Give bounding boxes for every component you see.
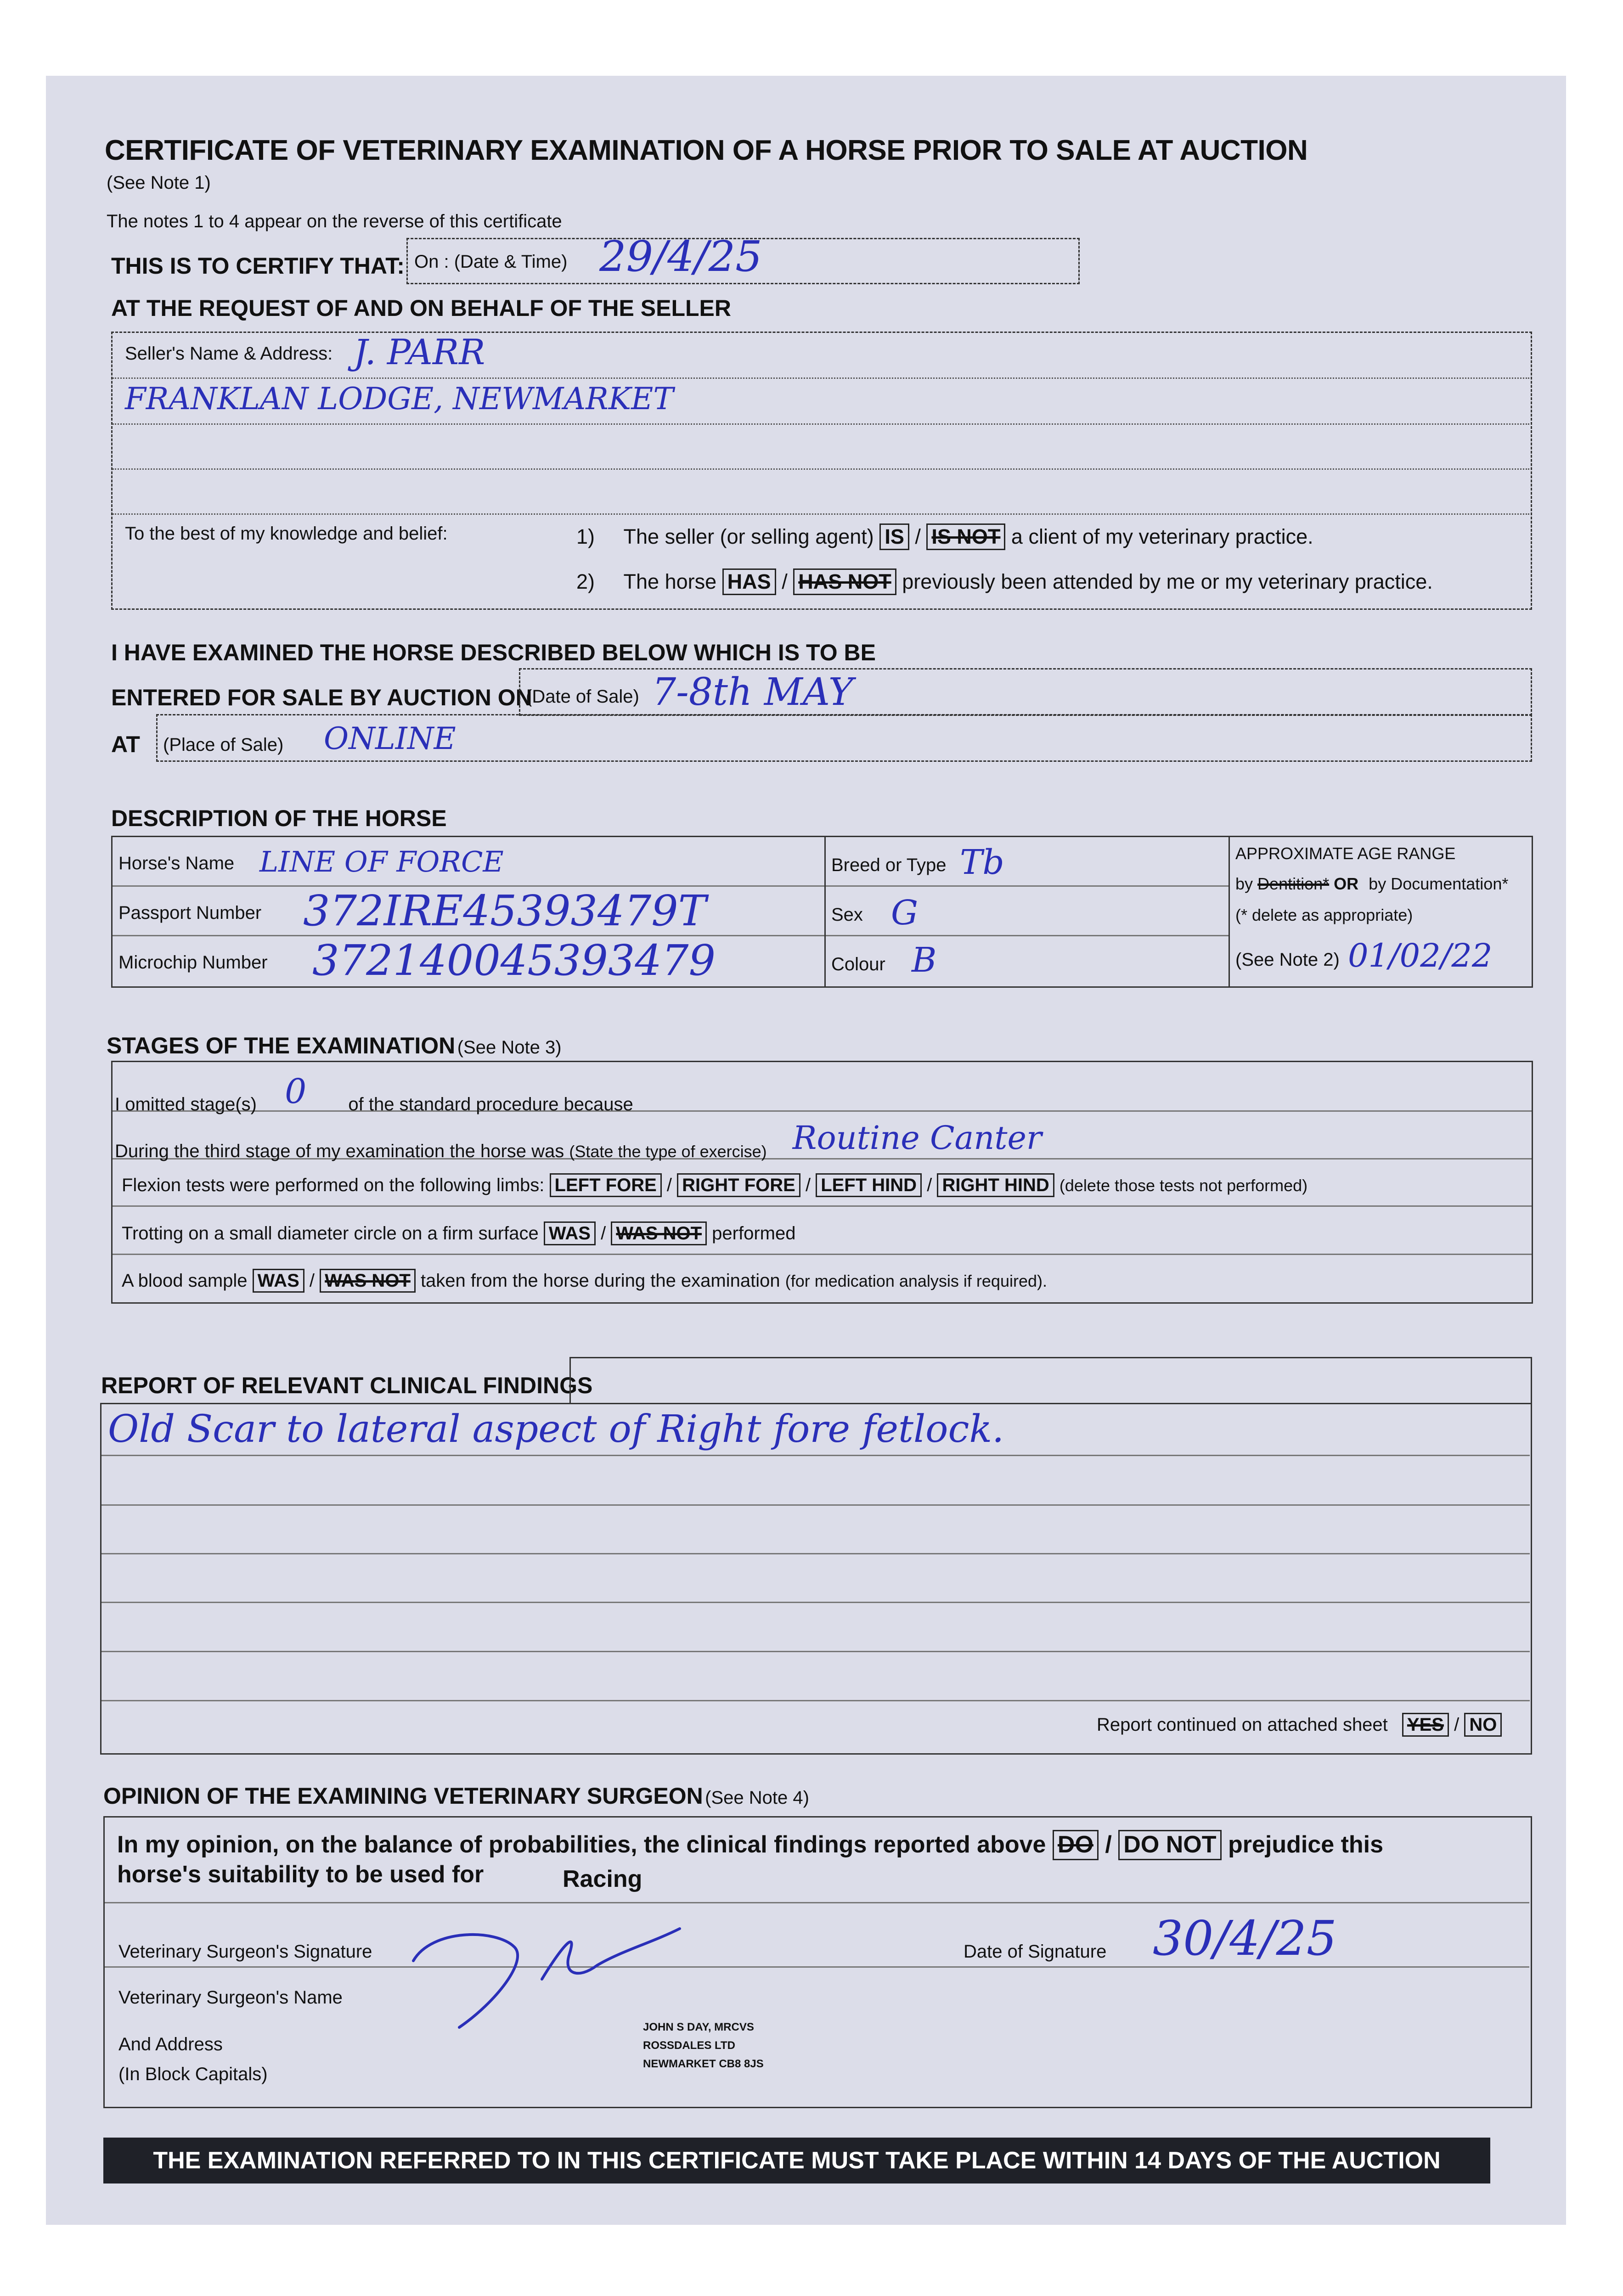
table-divider: [824, 836, 826, 986]
trot-was-option[interactable]: WAS: [544, 1221, 596, 1245]
report-heading: REPORT OF RELEVANT CLINICAL FINDINGS: [101, 1373, 593, 1398]
knowledge-label: To the best of my knowledge and belief:: [125, 523, 448, 544]
passport-label: Passport Number: [118, 903, 262, 923]
colour-label: Colour: [831, 954, 885, 974]
stamp-line-3: NEWMARKET CB8 8JS: [643, 2058, 764, 2070]
table-rule: [113, 1205, 1532, 1207]
age-see-note: (See Note 2): [1235, 950, 1340, 970]
table-rule: [113, 1254, 1532, 1255]
notes-line: The notes 1 to 4 appear on the reverse of this certificate: [107, 211, 562, 231]
footer-banner: THE EXAMINATION REFERRED TO IN THIS CERTIFICATE MUST TAKE PLACE WITHIN 14 DAYS OF THE AUCTION: [103, 2138, 1490, 2183]
report-heading-box: [569, 1357, 1532, 1404]
vet-address-label: And Address: [118, 2034, 223, 2054]
blood-tail: taken from the horse during the examination: [420, 1271, 780, 1291]
age-or: OR: [1334, 874, 1359, 893]
third-stage-value: Routine Canter: [792, 1119, 1042, 1157]
report-rule: [101, 1602, 1530, 1603]
seller-row-line: [113, 377, 1529, 379]
passport-value: 372IRE45393479T: [303, 886, 706, 935]
report-line-1: Old Scar to lateral aspect of Right fore fetlock.: [108, 1407, 1004, 1451]
opinion-statement: [117, 1830, 1383, 1860]
trot-was-not-option[interactable]: WAS NOT: [611, 1221, 707, 1245]
date-of-signature-label: Date of Signature: [964, 1941, 1107, 1962]
separator: /: [1105, 1831, 1112, 1858]
report-continued-label: Report continued on attached sheet: [1097, 1715, 1388, 1735]
age-value: 01/02/22: [1348, 937, 1493, 974]
at-label: AT: [111, 732, 140, 757]
omitted-label: I omitted stage(s): [115, 1094, 257, 1114]
age-heading: APPROXIMATE AGE RANGE: [1235, 844, 1456, 863]
stamp-line-1: JOHN S DAY, MRCVS: [643, 2021, 754, 2033]
age-method: [1235, 874, 1508, 894]
continued-yes-option[interactable]: YES: [1402, 1713, 1449, 1737]
horse-has-option[interactable]: HAS: [722, 568, 776, 595]
vet-name-label: Veterinary Surgeon's Name: [118, 1987, 343, 2008]
continued-no-option[interactable]: NO: [1464, 1713, 1502, 1737]
request-line: AT THE REQUEST OF AND ON BEHALF OF THE SELLER: [111, 295, 731, 321]
third-stage-label: During the third stage of my examination the horse was: [115, 1141, 564, 1161]
omitted-tail: of the standard procedure because: [348, 1094, 633, 1114]
sale-date-value: 7-8th MAY: [652, 670, 853, 714]
signature-image: [404, 1910, 698, 2034]
omitted-value: 0: [285, 1072, 307, 1111]
opinion-do-option[interactable]: DO: [1053, 1830, 1099, 1860]
signature-label: Veterinary Surgeon's Signature: [118, 1941, 372, 1962]
seller-name-value: J. PARR: [354, 332, 485, 372]
separator: /: [782, 570, 788, 593]
separator: /: [666, 1175, 672, 1195]
age-documentation-option[interactable]: by Documentation*: [1369, 874, 1509, 893]
opinion-title: OPINION OF THE EXAMINING VETERINARY SURGEON: [103, 1783, 703, 1809]
table-divider: [1229, 836, 1230, 986]
opinion-use-value: Racing: [563, 1866, 642, 1892]
stages-heading: [107, 1032, 562, 1059]
examined-line-1: I HAVE EXAMINED THE HORSE DESCRIBED BELOW WHICH IS TO BE: [111, 640, 876, 665]
description-heading: DESCRIPTION OF THE HORSE: [111, 805, 447, 831]
trot-tail: performed: [712, 1223, 796, 1244]
third-stage-row: [115, 1119, 1042, 1165]
flexion-hint: (delete those tests not performed): [1059, 1176, 1308, 1195]
seller-row-line: [113, 423, 1529, 425]
age-dentition-option[interactable]: Dentition*: [1257, 874, 1330, 893]
flexion-label: Flexion tests were performed on the following limbs:: [122, 1175, 545, 1195]
form-title: CERTIFICATE OF VETERINARY EXAMINATION OF A HORSE PRIOR TO SALE AT AUCTION: [105, 135, 1308, 166]
seller-is-option[interactable]: IS: [879, 523, 909, 550]
certify-date-value: 29/4/25: [599, 232, 762, 281]
statement-1-num: 1): [576, 525, 595, 548]
separator: /: [915, 525, 921, 548]
seller-name-label: Seller's Name & Address:: [125, 343, 333, 364]
left-fore-option[interactable]: LEFT FORE: [550, 1173, 662, 1197]
sex-label: Sex: [831, 905, 863, 925]
microchip-label: Microchip Number: [118, 952, 268, 973]
third-stage-hint: (State the type of exercise): [569, 1142, 767, 1161]
blood-row: [122, 1269, 1047, 1293]
opinion-note: (See Note 4): [705, 1788, 809, 1808]
seller-is-not-option[interactable]: IS NOT: [926, 523, 1005, 550]
seller-address-value: FRANKLAN LODGE, NEWMARKET: [125, 381, 674, 416]
opinion-text: In my opinion, on the balance of probabilities, the clinical findings reported above: [117, 1831, 1046, 1858]
microchip-value: 372140045393479: [312, 936, 716, 985]
separator: /: [309, 1271, 315, 1291]
seller-row-line: [113, 513, 1529, 515]
statement-2: [576, 568, 1433, 595]
age-by: by: [1235, 874, 1253, 893]
right-fore-option[interactable]: RIGHT FORE: [677, 1173, 800, 1197]
sale-place-label: (Place of Sale): [163, 735, 284, 755]
horse-name-label: Horse's Name: [118, 853, 235, 873]
separator: /: [805, 1175, 811, 1195]
stages-title: STAGES OF THE EXAMINATION: [107, 1033, 456, 1058]
report-rule: [101, 1504, 1530, 1506]
trot-row: [122, 1221, 795, 1245]
colour-value: B: [912, 940, 937, 980]
opinion-heading: [103, 1783, 809, 1809]
certify-label: THIS IS TO CERTIFY THAT:: [111, 253, 405, 279]
statement-2-tail: previously been attended by me or my veterinary practice.: [902, 570, 1433, 593]
right-hind-option[interactable]: RIGHT HIND: [937, 1173, 1054, 1197]
trot-label: Trotting on a small diameter circle on a firm surface: [122, 1223, 539, 1244]
stamp-line-2: ROSSDALES LTD: [643, 2039, 735, 2052]
report-rule: [101, 1651, 1530, 1652]
sex-value: G: [891, 893, 919, 933]
statement-2-text: The horse: [623, 570, 717, 593]
statement-1-tail: a client of my veterinary practice.: [1011, 525, 1313, 548]
block-capitals-note: (In Block Capitals): [118, 2064, 268, 2084]
left-hind-option[interactable]: LEFT HIND: [816, 1173, 922, 1197]
report-continued-row: [1097, 1713, 1502, 1737]
breed-value: Tb: [960, 843, 1004, 882]
separator: /: [927, 1175, 932, 1195]
blood-was-not-option[interactable]: WAS NOT: [320, 1269, 416, 1293]
report-rule: [101, 1700, 1530, 1701]
report-rule: [101, 1553, 1530, 1554]
opinion-do-not-option[interactable]: DO NOT: [1118, 1830, 1221, 1860]
examined-line-2: ENTERED FOR SALE BY AUCTION ON: [111, 685, 532, 710]
opinion-rule: [105, 1966, 1529, 1968]
blood-hint: (for medication analysis if required).: [785, 1272, 1047, 1290]
breed-label: Breed or Type: [831, 855, 947, 875]
stages-note: (See Note 3): [457, 1037, 562, 1058]
see-note-1: (See Note 1): [107, 173, 211, 193]
statement-2-num: 2): [576, 570, 595, 593]
date-of-signature-value: 30/4/25: [1153, 1910, 1337, 1966]
opinion-line-2: horse's suitability to be used for: [117, 1861, 484, 1888]
vet-stamp: [643, 2018, 764, 2073]
report-rule: [101, 1455, 1530, 1456]
flexion-row: [122, 1173, 1307, 1197]
sale-place-value: ONLINE: [324, 721, 456, 756]
separator: /: [601, 1223, 606, 1244]
horse-has-not-option[interactable]: HAS NOT: [793, 568, 896, 595]
separator: /: [1454, 1715, 1460, 1735]
omitted-row: [115, 1072, 633, 1119]
opinion-rule: [105, 1902, 1529, 1903]
horse-name-value: LINE OF FORCE: [259, 845, 504, 878]
statement-1: [576, 523, 1313, 550]
opinion-text-tail: prejudice this: [1228, 1831, 1384, 1858]
statement-1-text: The seller (or selling agent): [623, 525, 874, 548]
seller-row-line: [113, 468, 1529, 470]
age-delete-note: (* delete as appropriate): [1235, 906, 1413, 924]
blood-was-option[interactable]: WAS: [253, 1269, 304, 1293]
sale-date-label: (Date of Sale): [526, 687, 639, 707]
blood-label: A blood sample: [122, 1271, 248, 1291]
certify-date-label: On : (Date & Time): [414, 252, 568, 272]
